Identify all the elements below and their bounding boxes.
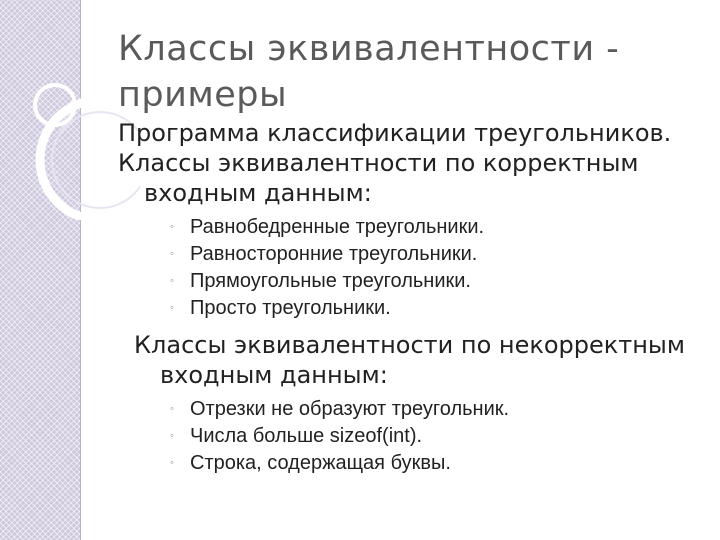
bullet-icon: ◦: [170, 457, 174, 469]
list-item: ◦ Числа больше sizeof(int).: [170, 423, 708, 450]
list-item: ◦ Равнобедренные треугольники.: [170, 214, 708, 241]
paragraph-valid-classes: Классы эквивалентности по корректным входным данным:: [118, 149, 639, 207]
bullet-icon: ◦: [170, 275, 174, 287]
list-item: ◦ Отрезки не образуют треугольник.: [170, 396, 708, 423]
bullet-icon: ◦: [170, 403, 174, 415]
slide-title-line2: примеры: [118, 75, 288, 115]
list-item: ◦ Равносторонние треугольники.: [170, 241, 708, 268]
list-item: ◦ Просто треугольники.: [170, 295, 708, 322]
slide-body: [118, 118, 708, 481]
bullet-icon: ◦: [170, 302, 174, 314]
bullet-icon: ◦: [170, 430, 174, 442]
list-item: ◦ Прямоугольные треугольники.: [170, 268, 708, 295]
paragraph-program: Программа классификации треугольников.: [118, 119, 672, 147]
paragraph-invalid-classes: Классы эквивалентности по некорректным входным данным:: [134, 331, 685, 389]
slide-title: [118, 26, 698, 118]
side-panel-edge: [80, 0, 81, 540]
bullet-icon: ◦: [170, 221, 174, 233]
invalid-classes-list: [118, 396, 708, 477]
bullet-icon: ◦: [170, 248, 174, 260]
list-item: ◦ Строка, содержащая буквы.: [170, 450, 708, 477]
valid-classes-list: [118, 214, 708, 322]
side-panel: [0, 0, 80, 540]
slide-title-line1: Классы эквивалентности -: [118, 29, 620, 69]
